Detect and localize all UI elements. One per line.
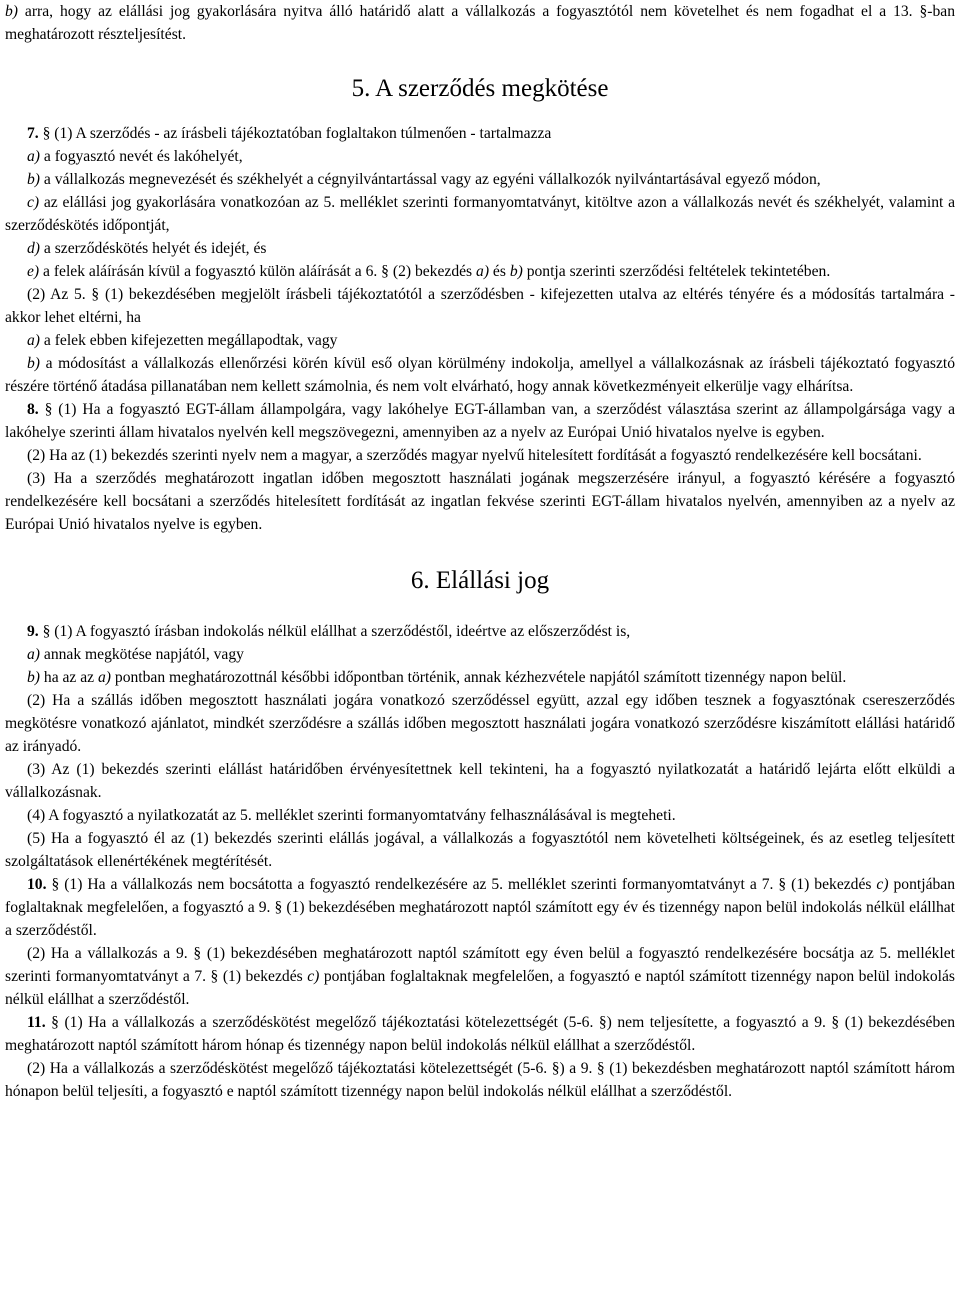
paragraph-11-2: (2) Ha a vállalkozás a szerződéskötést megelőző tájékoztatási kötelezettségét (5-6. §) a 9. § (1) bekezdésben meghatározott naptól számított három hónapon belül teljesíti, a fogyasztó e naptól számított tizennégy napon belül indokolás nélkül elállhat a szerződéstől.	[5, 1060, 955, 1100]
paragraph-6-2-b: b) arra, hogy az elállási jog gyakorlására nyitva álló határidő alatt a vállalkozás a fogyasztótól nem követelhet és nem fogadhat el a 13. §-ban meghatározott részteljesítést.	[5, 3, 955, 43]
paragraph-9-4: (4) A fogyasztó a nyilatkozatát az 5. melléklet szerinti formanyomtatvány felhasználásával is megteheti.	[27, 807, 676, 824]
paragraph-7-1-b: b) a vállalkozás megnevezését és székhelyét a cégnyilvántartással vagy az egyéni vállalkozók nyilvántartásával egyező módon,	[27, 171, 821, 188]
paragraph-8-2: (2) Ha az (1) bekezdés szerinti nyelv nem a magyar, a szerződés magyar nyelvű hitelesített fordítását a fogyasztó rendelkezésére kell bocsátani.	[27, 447, 922, 464]
paragraph-9-2: (2) Ha a szállás időben megosztott használati jogára vonatkozó szerződéssel együtt, azzal egy időben tesznek a fogyasztónak csereszerződés megkötésre vonatkozó ajánlatot, mindkét szerződésre a szállás időben megosztott használati jogára vonatkozó szerződésre kiszámított elállási határidő az irányadó.	[5, 692, 955, 755]
paragraph-7-2: (2) Az 5. § (1) bekezdésében megjelölt írásbeli tájékoztatótól a szerződésben - kifejezetten utalva az eltérés tényére és a módosítás tartalmára - akkor lehet eltérni, ha	[5, 286, 955, 326]
paragraph-9-1-b: b) ha az az a) pontban meghatározottnál későbbi időpontban történik, annak kézhezvétele napjától számított tizennégy napon belül.	[27, 669, 847, 686]
paragraph-8-3: (3) Ha a szerződés meghatározott ingatlan időben megosztott használati jogának megszerzésére irányul, a fogyasztó kérésére a fogyasztó rendelkezésére kell bocsátani a szerződés hitelesített fordítását az ingatlan fekvése szerinti EGT-állam hivatalos nyelvén, amennyiben az a nyelv az Európai Unió hivatalos nyelve is egyben.	[5, 470, 955, 533]
section-heading-6: 6. Elállási jog	[410, 567, 550, 594]
paragraph-9-1-a: a) annak megkötése napjától, vagy	[27, 646, 244, 663]
paragraph-9-1: 9. § (1) A fogyasztó írásban indokolás nélkül elállhat a szerződéstől, ideértve az előszerződést is,	[27, 623, 631, 640]
paragraph-7-1-d: d) a szerződéskötés helyét és idejét, és	[27, 240, 267, 257]
paragraph-7-2-b: b) a módosítást a vállalkozás ellenőrzési körén kívül eső olyan körülmény indokolja, amellyel a vállalkozásnak az írásbeli tájékoztató fogyasztó részére történő átadása pillanatában nem kellett számolnia, és nem volt elvárható, hogy annak következményeit elkerülje vagy elhárítsa.	[5, 355, 955, 395]
paragraph-11-1: 11. § (1) Ha a vállalkozás a szerződéskötést megelőző tájékoztatási kötelezettségét (5-6. §) nem teljesítette, a fogyasztó a 9. § (1) bekezdésében meghatározott naptól számított három hónap és tizennégy napon belül indokolás nélkül elállhat a szerződéstől.	[5, 1014, 955, 1054]
paragraph-8-1: 8. § (1) Ha a fogyasztó EGT-állam állampolgára, vagy lakóhelye EGT-államban van, a szerződést választása szerint az állampolgársága vagy a lakóhelye szerinti állam hivatalos nyelvén kell megszövegezni, amennyiben az a nyelv az Európai Unió hivatalos nyelve is egyben.	[5, 401, 955, 441]
paragraph-7-1-a: a) a fogyasztó nevét és lakóhelyét,	[27, 148, 243, 165]
paragraph-9-3: (3) Az (1) bekezdés szerinti elállást határidőben érvényesítettnek kell tekinteni, ha a fogyasztó nyilatkozatát a határidő lejárta előtt elküldi a vállalkozásnak.	[5, 761, 955, 801]
paragraph-7-1-e: e) a felek aláírásán kívül a fogyasztó külön aláírását a 6. § (2) bekezdés a) és b) pontja szerinti szerződési feltételek tekintetében.	[27, 263, 831, 280]
paragraph-10-1: 10. § (1) Ha a vállalkozás nem bocsátotta a fogyasztó rendelkezésére az 5. melléklet szerinti formanyomtatványt a 7. § (1) bekezdés c) pontjában foglaltaknak megfelelően, a fogyasztó a 9. § (1) bekezdésében meghatározott naptól számított egy év és tizennégy napon belül indokolás nélkül elállhat a szerződéstől.	[5, 876, 956, 939]
section-heading-5: 5. A szerződés megkötése	[351, 75, 609, 102]
paragraph-7-1: 7. § (1) A szerződés - az írásbeli tájékoztatóban foglaltakon túlmenően - tartalmazza	[27, 125, 552, 142]
paragraph-9-5: (5) Ha a fogyasztó él az (1) bekezdés szerinti elállás jogával, a vállalkozás a fogyasztótól nem követelheti költségeinek, és az esetleg teljesített szolgáltatások ellenértékének megtérítését.	[5, 830, 955, 870]
paragraph-7-1-c: c) az elállási jog gyakorlására vonatkozóan az 5. melléklet szerinti formanyomtatványt, kitöltve azon a vállalkozás nevét és székhelyét, valamint a szerződéskötés időpontját,	[5, 194, 955, 234]
document-page	[5, 0, 955, 1103]
paragraph-10-2: (2) Ha a vállalkozás a 9. § (1) bekezdésében meghatározott naptól számított egy éven belül a fogyasztó rendelkezésére bocsátja az 5. melléklet szerinti formanyomtatványt a 7. § (1) bekezdés c) pontjában foglaltaknak megfelelően, a fogyasztó e naptól számított tizennégy napon belül indokolás nélkül elállhat a szerződéstől.	[5, 945, 955, 1008]
paragraph-7-2-a: a) a felek ebben kifejezetten megállapodtak, vagy	[27, 332, 338, 349]
